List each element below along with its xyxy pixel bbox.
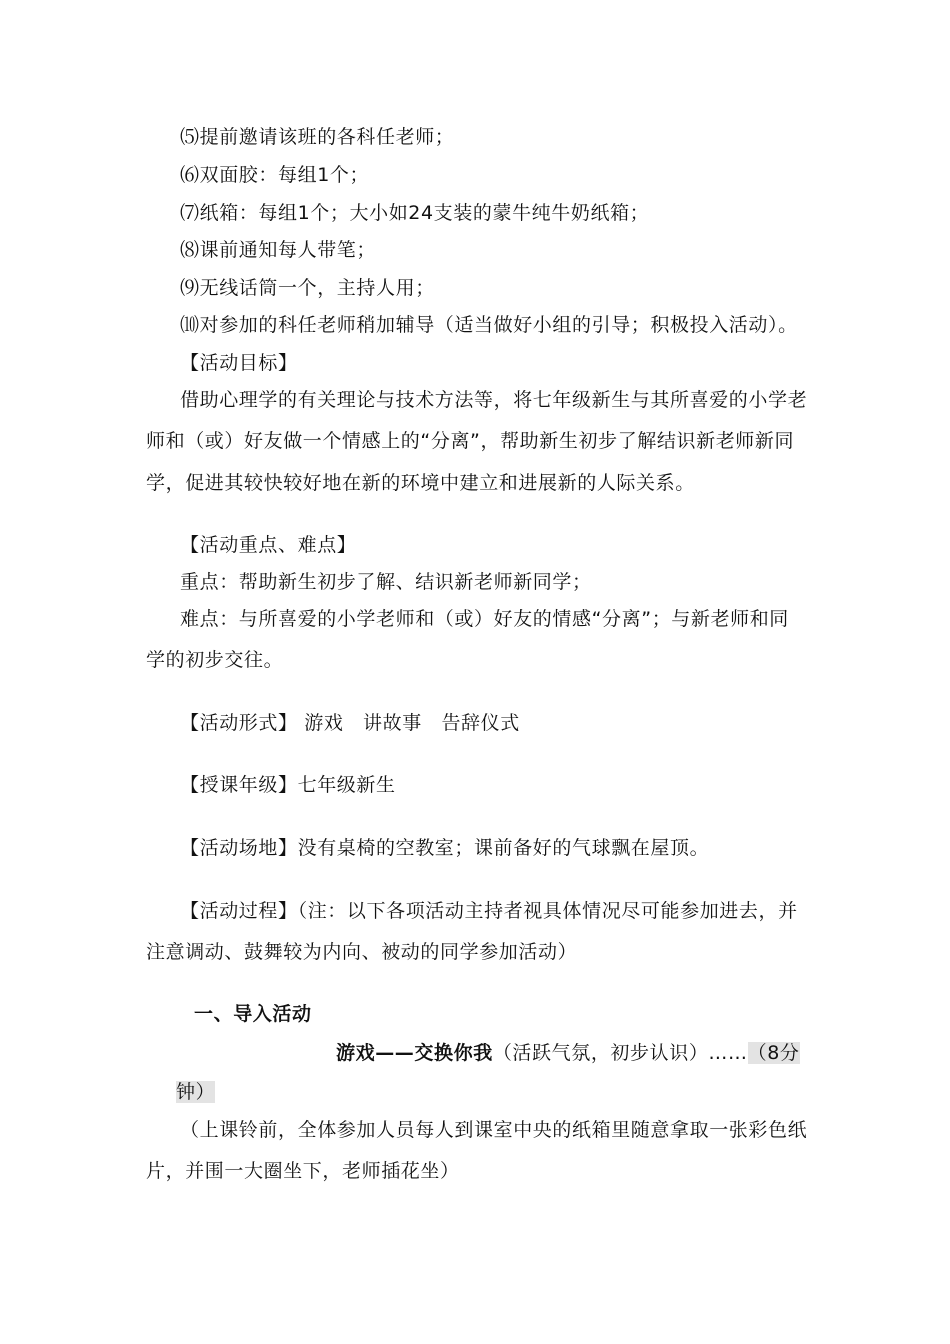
- goal-line-1: 借助心理学的有关理论与技术方法等，将七年级新生与其所喜爱的小学老: [180, 389, 808, 411]
- activity-form: 【活动形式】 游戏 讲故事 告辞仪式: [180, 712, 520, 734]
- goal-line-2: 师和（或）好友做一个情感上的“分离”，帮助新生初步了解结识新老师新同: [146, 430, 795, 452]
- key-difficulty-line-2: 学的初步交往。: [146, 649, 284, 671]
- game-time: （8分: [747, 1042, 800, 1064]
- game-desc: （活跃气氛，初步认识）……: [492, 1042, 748, 1064]
- prep-item-5: ⑸提前邀请该班的各科任老师；: [180, 126, 455, 148]
- key-difficulty-line-1: 难点：与所喜爱的小学老师和（或）好友的情感“分离”；与新老师和同: [180, 608, 789, 630]
- prep-item-6: ⑹双面胶：每组1个；: [180, 164, 370, 186]
- prep-item-8: ⑻课前通知每人带笔；: [180, 239, 377, 261]
- prep-item-7: ⑺纸箱：每组1个；大小如24支装的蒙牛纯牛奶纸箱；: [180, 202, 650, 224]
- grade: 【授课年级】七年级新生: [180, 774, 396, 796]
- prep-item-9: ⑼无线话筒一个，主持人用；: [180, 277, 435, 299]
- goal-line-3: 学，促进其较快较好地在新的环境中建立和进展新的人际关系。: [146, 472, 695, 494]
- process-line-2: 注意调动、鼓舞较为内向、被动的同学参加活动）: [146, 941, 578, 963]
- game-title-line: [336, 1040, 800, 1066]
- key-focus: 重点：帮助新生初步了解、结识新老师新同学；: [180, 571, 592, 593]
- goal-heading: 【活动目标】: [180, 352, 298, 374]
- note-line-2: 片，并围一大圈坐下，老师插花坐）: [146, 1160, 460, 1182]
- game-title: 游戏——交换你我: [336, 1042, 493, 1064]
- game-time-cont: [176, 1079, 215, 1105]
- process-line-1: 【活动过程】（注：以下各项活动主持者视具体情况尽可能参加进去，并: [180, 900, 798, 922]
- note-line-1: （上课铃前，全体参加人员每人到课室中央的纸箱里随意拿取一张彩色纸: [180, 1119, 808, 1141]
- game-time-2: 钟）: [176, 1081, 216, 1103]
- section-heading: 一、导入活动: [194, 1003, 312, 1025]
- venue: 【活动场地】没有桌椅的空教室；课前备好的气球飘在屋顶。: [180, 837, 710, 859]
- prep-item-10: ⑽对参加的科任老师稍加辅导（适当做好小组的引导；积极投入活动）。: [180, 314, 798, 336]
- key-heading: 【活动重点、难点】: [180, 534, 357, 556]
